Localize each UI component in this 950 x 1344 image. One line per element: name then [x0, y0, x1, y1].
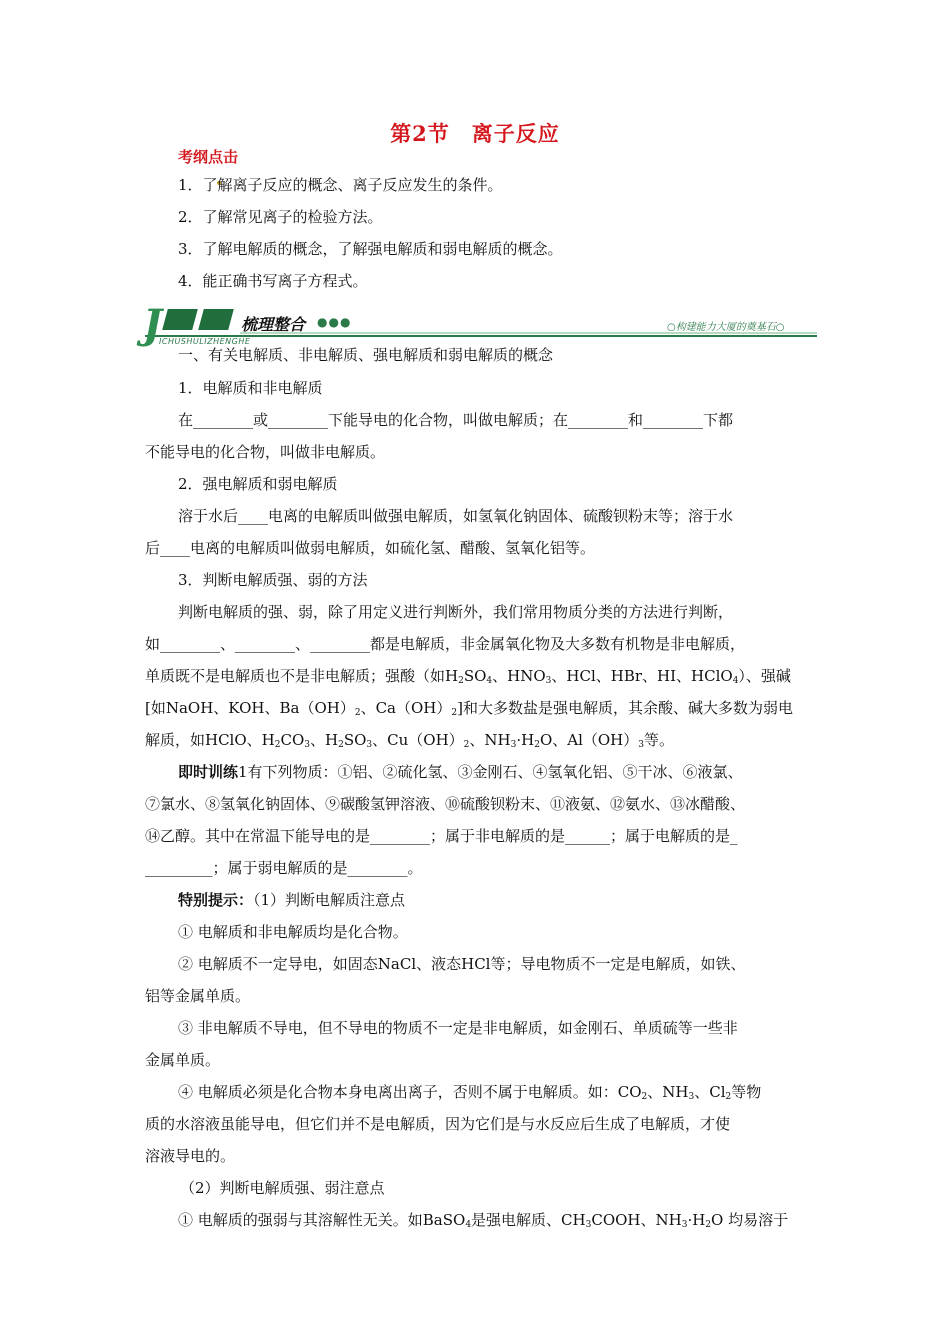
paragraph-line: 解质，如HClO、$H_2CO_3$、$H_2SO_3$、$Cu(OH)_2$、$NH_3\cdot H_2O$、$Al(OH)_3$等。 [145, 731, 675, 750]
tip-line: 特别提示：（1）判断电解质注意点 [178, 891, 406, 909]
paragraph-line: 不能导电的化合物，叫做非电解质。 [145, 443, 386, 461]
banner-letter-logo: J [143, 301, 162, 348]
paragraph-line: 单质既不是电解质也不是非电解质；强酸（如$H_2SO_4$、$HNO_3$、HCl、HBr、HI、HClO$_4$）、强碱 [145, 667, 791, 686]
tip-line: ① 电解质的强弱与其溶解性无关。如BaSO$_4$是强电解质、$CH_3COOH$、$NH_3\cdot H_2O$ 均易溶于 [178, 1211, 789, 1230]
paragraph-line: 溶于水后____电离的电解质叫做强电解质，如氢氧化钠固体、硫酸钡粉末等；溶于水 [178, 507, 734, 525]
paragraph-line: [如NaOH、KOH、$Ba(OH)_2$、$Ca(OH)_2$]和大多数盐是强电解质，其余酸、碱大多数为弱电 [145, 699, 793, 718]
subsection-heading: 2．强电解质和弱电解质 [178, 475, 338, 493]
tip-line: ① 电解质和非电解质均是化合物。 [178, 923, 408, 941]
tip-line: （2）判断电解质强、弱注意点 [180, 1179, 385, 1197]
kaogang-item: 2．了解常见离子的检验方法。 [178, 208, 383, 226]
subsection-heading: 1．电解质和非电解质 [178, 379, 323, 397]
tip-line: ② 电解质不一定导电，如固态NaCl、液态HCl等；导电物质不一定是电解质，如铁、 [178, 955, 746, 973]
tip-label: 特别提示： [178, 891, 254, 909]
banner-block [198, 309, 234, 330]
paragraph-line: 判断电解质的强、弱，除了用定义进行判断外，我们常用物质分类的方法进行判断， [178, 603, 734, 621]
exercise-line: 即时训练1有下列物质：①铝、②硫化氢、③金刚石、④氢氧化铝、⑤干冰、⑥液氯、 [178, 763, 743, 781]
exercise-line: ⑦氯水、⑧氢氧化钠固体、⑨碳酸氢钾溶液、⑩硫酸钡粉末、⑪液氨、⑫氨水、⑬冰醋酸、 [145, 795, 746, 813]
kaogang-item: 4．能正确书写离子方程式。 [178, 272, 368, 290]
tip-line: 金属单质。 [145, 1051, 221, 1069]
section-banner [143, 301, 817, 348]
banner-pinyin: ICHUSHULIZHENGHE [159, 337, 251, 346]
paragraph-line: 后____电离的电解质叫做弱电解质，如硫化氢、醋酸、氢氧化铝等。 [145, 539, 596, 557]
tip-line: ③ 非电解质不导电，但不导电的物质不一定是非电解质，如金刚石、单质硫等一些非 [178, 1019, 738, 1037]
kaogang-heading: 考纲点击 [178, 148, 239, 166]
banner-block [162, 309, 198, 330]
subsection-heading: 3．判断电解质强、弱的方法 [178, 571, 368, 589]
kaogang-item: 1．了解离子反应的概念、离子反应发生的条件。 [178, 176, 503, 194]
tip-line: 铝等金属单质。 [145, 987, 251, 1005]
exercise-line: ⑭乙醇。其中在常温下能导电的是________；属于非电解质的是______；属于电解质的是_ [145, 827, 738, 845]
tip-line: 溶液导电的。 [145, 1147, 236, 1165]
tip-line: 质的水溶液虽能导电，但它们并不是电解质，因为它们是与水反应后生成了电解质，才使 [145, 1115, 731, 1133]
paragraph-line: 如________、________、________都是电解质，非金属氧化物及大多数有机物是非电解质， [145, 635, 746, 653]
kaogang-item: 3．了解电解质的概念，了解强电解质和弱电解质的概念。 [178, 240, 563, 258]
banner-slogan: ○构建能力大厦的奠基石○ [667, 322, 785, 333]
page-title: 第2节 离子反应 [390, 121, 560, 146]
section-heading: 一、有关电解质、非电解质、强电解质和弱电解质的概念 [178, 346, 554, 364]
exercise-label: 即时训练 [178, 763, 239, 781]
banner-title: 梳理整合 [241, 315, 306, 334]
tip-line: ④ 电解质必须是化合物本身电离出离子，否则不属于电解质。如：$CO_2$、$NH_3$、$Cl_2$等物 [178, 1083, 762, 1102]
exercise-line: _________；属于弱电解质的是________。 [145, 859, 423, 877]
banner-dots: ●●● [317, 315, 352, 329]
paragraph-line: 在________或________下能导电的化合物，叫做电解质；在________和________下都 [178, 411, 734, 429]
